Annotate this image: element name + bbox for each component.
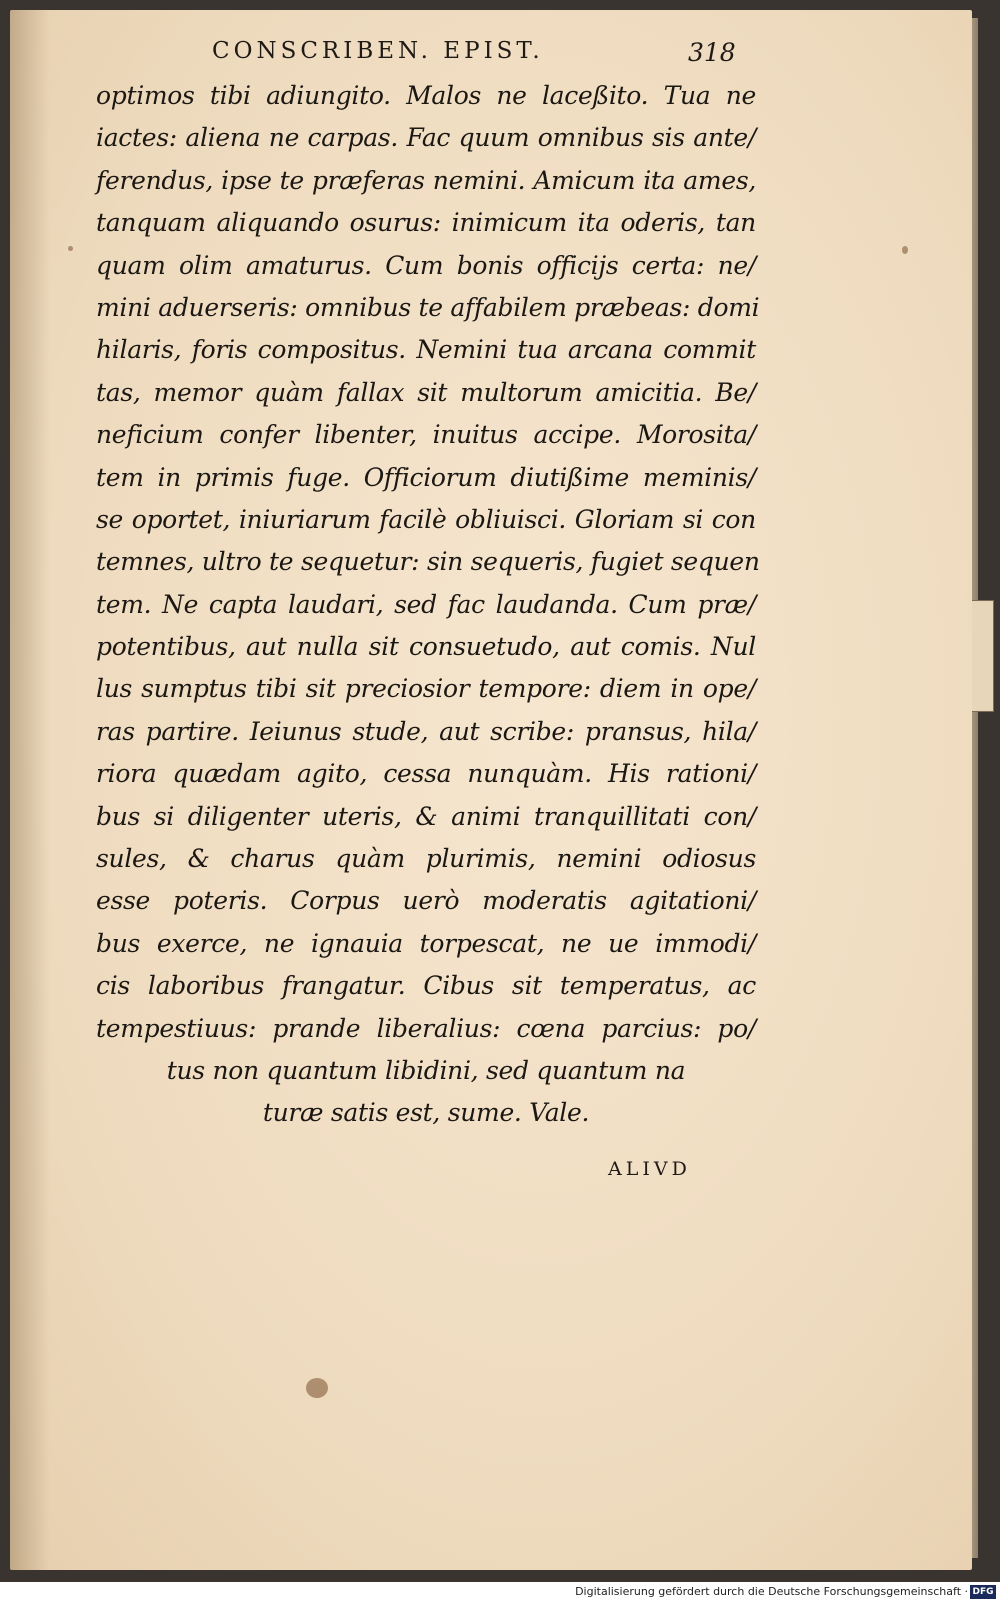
- ink-stain: [306, 1378, 328, 1398]
- ink-speck: [68, 246, 73, 251]
- text-line: tanquam aliquando osurus: inimicum ita oderis, tan: [96, 208, 756, 238]
- funding-credit: Digitalisierung gefördert durch die Deutsche Forschungsgemeinschaft ·: [575, 1585, 968, 1598]
- text-line: sules, & charus quàm plurimis, nemini odiosus: [96, 844, 756, 874]
- text-line: ferendus, ipse te præferas nemini. Amicum ita ames,: [96, 165, 756, 195]
- page-number: 318: [688, 38, 736, 67]
- text-line: optimos tibi adiungito. Malos ne laceßito. Tua ne: [96, 81, 756, 110]
- text-line-closing: tus non quantum libidini, sed quantum na: [166, 1055, 686, 1085]
- text-line: neficium confer libenter, inuitus accipe. Morosita/: [96, 420, 756, 450]
- text-line: tas, memor quàm fallax sit multorum amicitia. Be/: [96, 377, 756, 407]
- catchword: ALIVD: [608, 1158, 691, 1180]
- text-line: ras partire. Ieiunus stude, aut scribe: pransus, hila/: [96, 716, 756, 746]
- text-line: potentibus, aut nulla sit consuetudo, aut comis. Nul: [96, 632, 756, 662]
- text-line: riora quædam agito, cessa nunquàm. His rationi/: [96, 759, 756, 789]
- text-line: tempestiuus: prande liberalius: cœna parcius: po/: [96, 1013, 756, 1043]
- page-header: [0, 38, 1000, 78]
- body-text: [96, 75, 760, 1135]
- text-line: quam olim amaturus. Cum bonis officijs certa: ne/: [96, 250, 756, 280]
- running-head: CONSCRIBEN. EPIST.: [212, 38, 544, 64]
- text-line: hilaris, foris compositus. Nemini tua arcana commit: [96, 335, 756, 365]
- text-line: lus sumptus tibi sit preciosior tempore: diem in ope/: [96, 674, 756, 704]
- text-line: se oportet, iniuriarum facilè obliuisci. Gloriam si con: [96, 504, 756, 534]
- text-line: tem in primis fuge. Officiorum diutißime meminis/: [96, 462, 756, 492]
- gutter-shadow: [10, 10, 50, 1570]
- text-line: iactes: aliena ne carpas. Fac quum omnibus sis ante/: [96, 123, 756, 153]
- text-line: bus si diligenter uteris, & animi tranquillitati con/: [96, 801, 756, 831]
- dfg-logo-icon: DFG: [970, 1585, 996, 1599]
- text-line-closing: turæ satis est, sume. Vale.: [262, 1098, 590, 1128]
- digitization-footer: [0, 1582, 1000, 1603]
- text-line: cis laboribus frangatur. Cibus sit temperatus, ac: [96, 971, 756, 1001]
- text-line: esse poteris. Corpus uerò moderatis agitationi/: [96, 886, 756, 916]
- text-line: tem. Ne capta laudari, sed fac laudanda. Cum præ/: [96, 589, 756, 619]
- text-line: mini aduerseris: omnibus te affabilem præbeas: domi: [96, 292, 760, 322]
- ink-speck: [902, 246, 908, 254]
- text-line: bus exerce, ne ignauia torpescat, ne ue immodi/: [96, 928, 756, 958]
- text-line: temnes, ultro te sequetur: sin sequeris, fugiet sequen: [96, 547, 760, 577]
